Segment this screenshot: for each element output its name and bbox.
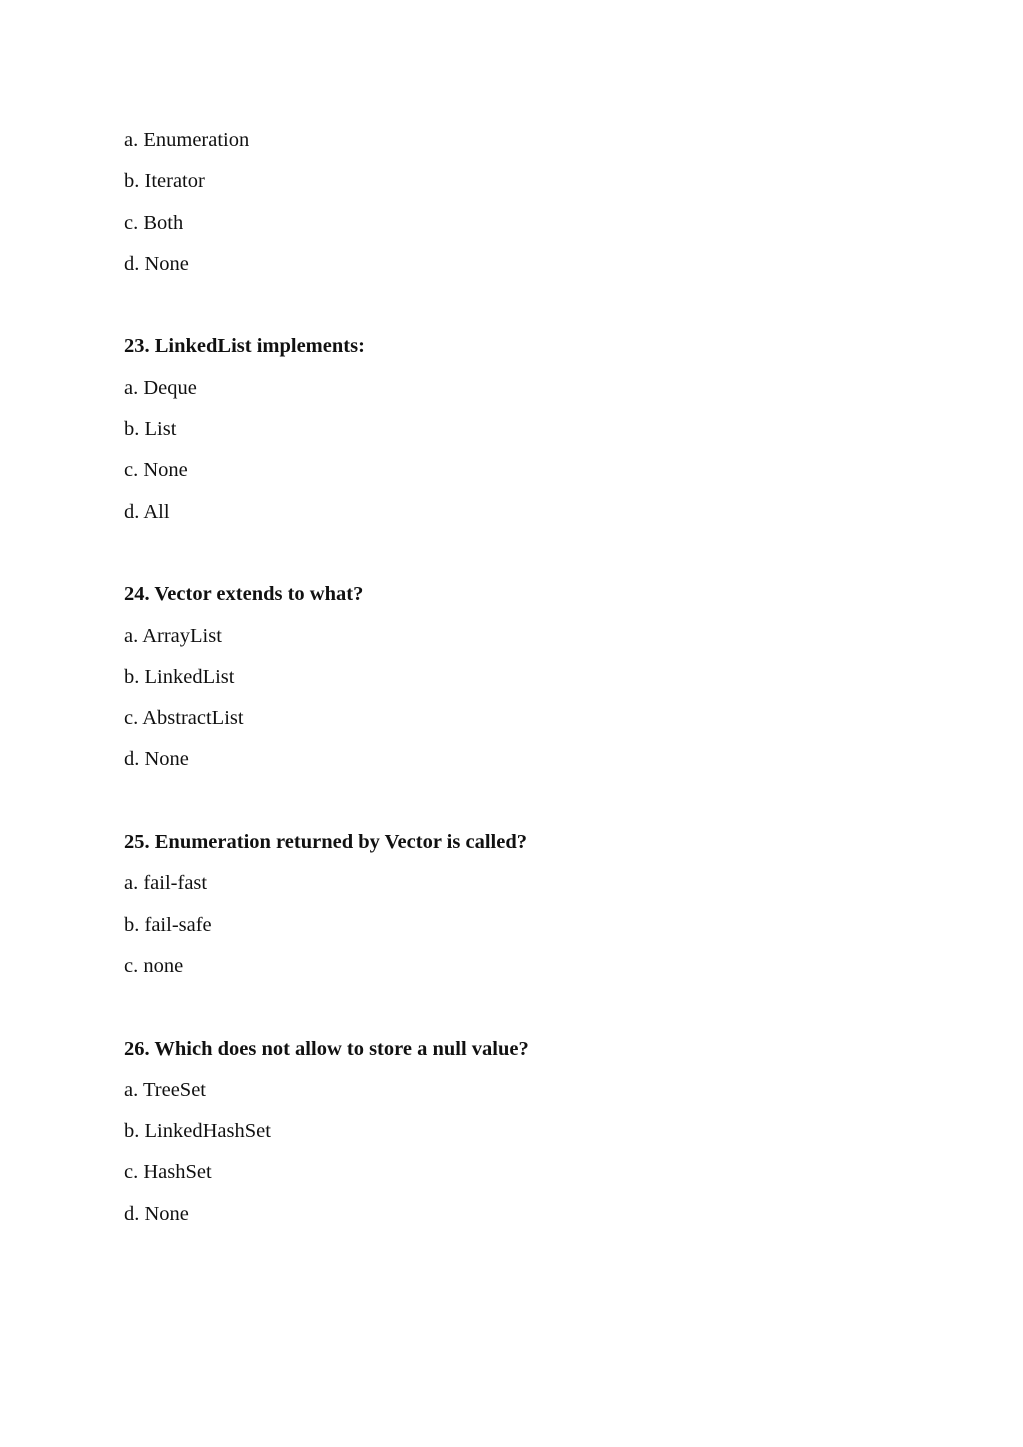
question-text: 26. Which does not allow to store a null value? [124,1037,529,1060]
question-block [124,822,944,987]
answer-option: d. None [124,748,189,771]
question-block [124,120,944,285]
answer-option: b. List [124,418,177,441]
answer-option: b. LinkedList [124,665,235,688]
answer-option: a. ArrayList [124,624,222,647]
document-page [124,120,944,1235]
answer-option: c. Both [124,211,184,234]
answer-option: b. fail-safe [124,913,212,936]
answer-option: a. Deque [124,376,197,399]
answer-option: d. All [124,500,170,523]
answer-option: c. none [124,954,184,977]
answer-option: b. Iterator [124,170,205,193]
answer-option: d. None [124,1202,189,1225]
question-block [124,1029,944,1235]
answer-option: a. Enumeration [124,129,250,151]
answer-option: c. None [124,459,188,482]
answer-option: a. TreeSet [124,1078,206,1101]
answer-option: c. AbstractList [124,707,244,730]
question-text: 23. LinkedList implements: [124,335,365,358]
answer-option: b. LinkedHashSet [124,1120,271,1143]
answer-option: d. None [124,252,189,275]
question-text: 25. Enumeration returned by Vector is called? [124,831,527,854]
question-text: 24. Vector extends to what? [124,583,364,606]
answer-option: a. fail-fast [124,872,208,895]
answer-option: c. HashSet [124,1161,212,1184]
question-block [124,574,944,780]
question-block [124,326,944,532]
